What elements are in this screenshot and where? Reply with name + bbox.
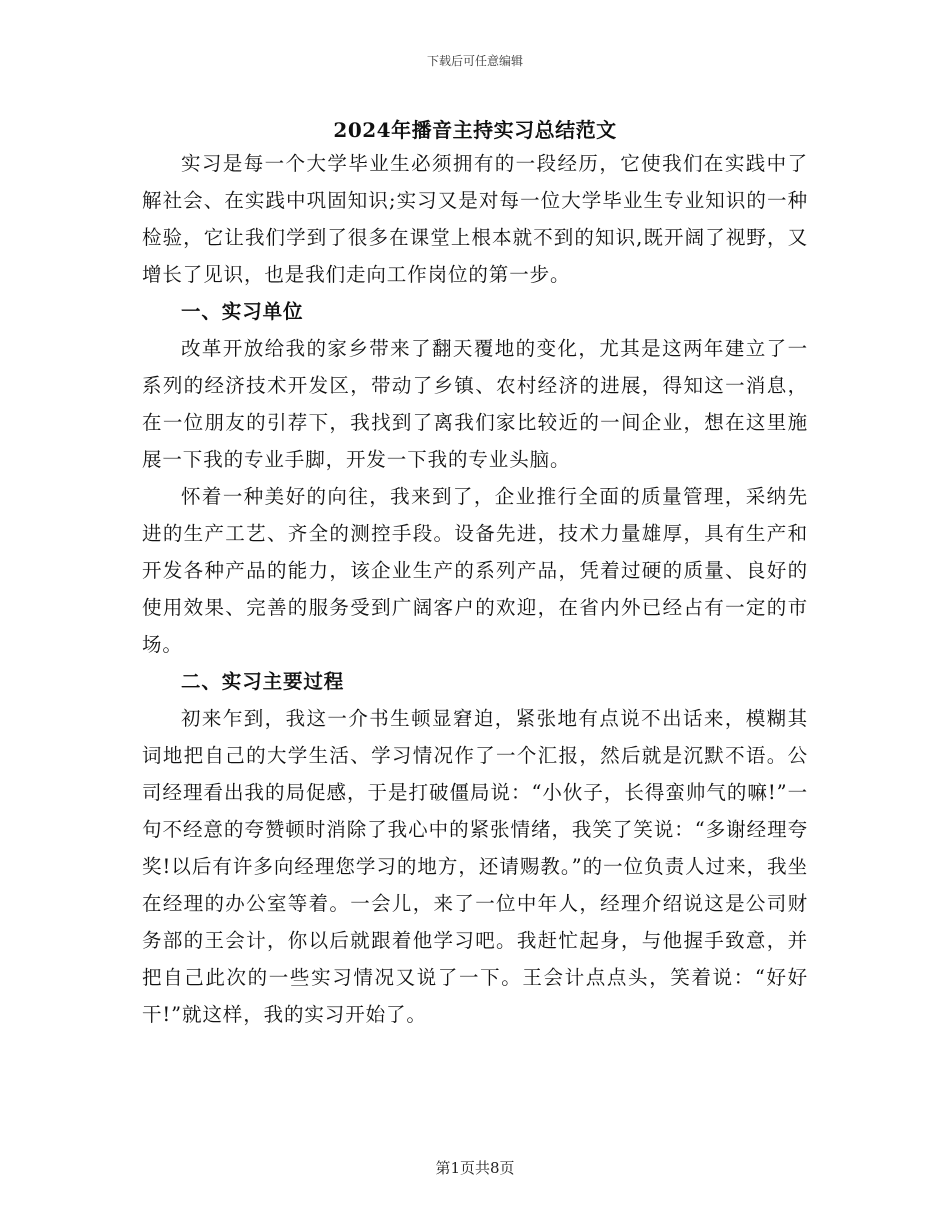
section-heading-internship-unit: 一、实习单位 [181,300,304,323]
header-note: 下载后可任意编辑 [426,54,523,68]
paragraph-unit-background: 改革开放给我的家乡带来了翻天覆地的变化，尤其是这两年建立了一系列的经济技术开发区，带动了乡镇、农村经济的进展，得知这一消息，在一位朋友的引荐下，我找到了离我们家比较近的一间企业，想在这里施展一下我的专业手脚，开发一下我的专业头脑。 [142,337,808,471]
document-title: 2024年播音主持实习总结范文 [333,118,617,142]
paragraph-intro: 实习是每一个大学毕业生必须拥有的一段经历，它使我们在实践中了解社会、在实践中巩固知识;实习又是对每一位大学毕业生专业知识的一种检验，它让我们学到了很多在课堂上根本就不到的知识,既开阔了视野，又增长了见识，也是我们走向工作岗位的第一步。 [142,152,808,286]
paragraph-process-start: 初来乍到，我这一介书生顿显窘迫，紧张地有点说不出话来，模糊其词地把自己的大学生活、学习情况作了一个汇报，然后就是沉默不语。公司经理看出我的局促感，于是打破僵局说：“小伙子，长得蛮帅气的嘛!”一句不经意的夸赞顿时消除了我心中的紧张情绪，我笑了笑说：“多谢经理夸奖!以后有许多向经理您学习的地方，还请赐教。”的一位负责人过来，我坐在经理的办公室等着。一会儿，来了一位中年人，经理介绍说这是公司财务部的王会计，你以后就跟着他学习吧。我赶忙起身，与他握手致意，并把自己此次的一些实习情况又说了一下。王会计点点头，笑着说：“好好干!”就这样，我的实习开始了。 [142,707,808,1026]
document-body [142,145,808,1033]
paragraph-unit-description: 怀着一种美好的向往，我来到了，企业推行全面的质量管理，采纳先进的生产工艺、齐全的测控手段。设备先进，技术力量雄厚，具有生产和开发各种产品的能力，该企业生产的系列产品，凭着过硬的质量、良好的使用效果、完善的服务受到广阔客户的欢迎，在省内外已经占有一定的市场。 [142,485,808,656]
section-heading-internship-process: 二、实习主要过程 [181,670,345,693]
page-number-footer: 第1页共8页 [435,1159,515,1177]
